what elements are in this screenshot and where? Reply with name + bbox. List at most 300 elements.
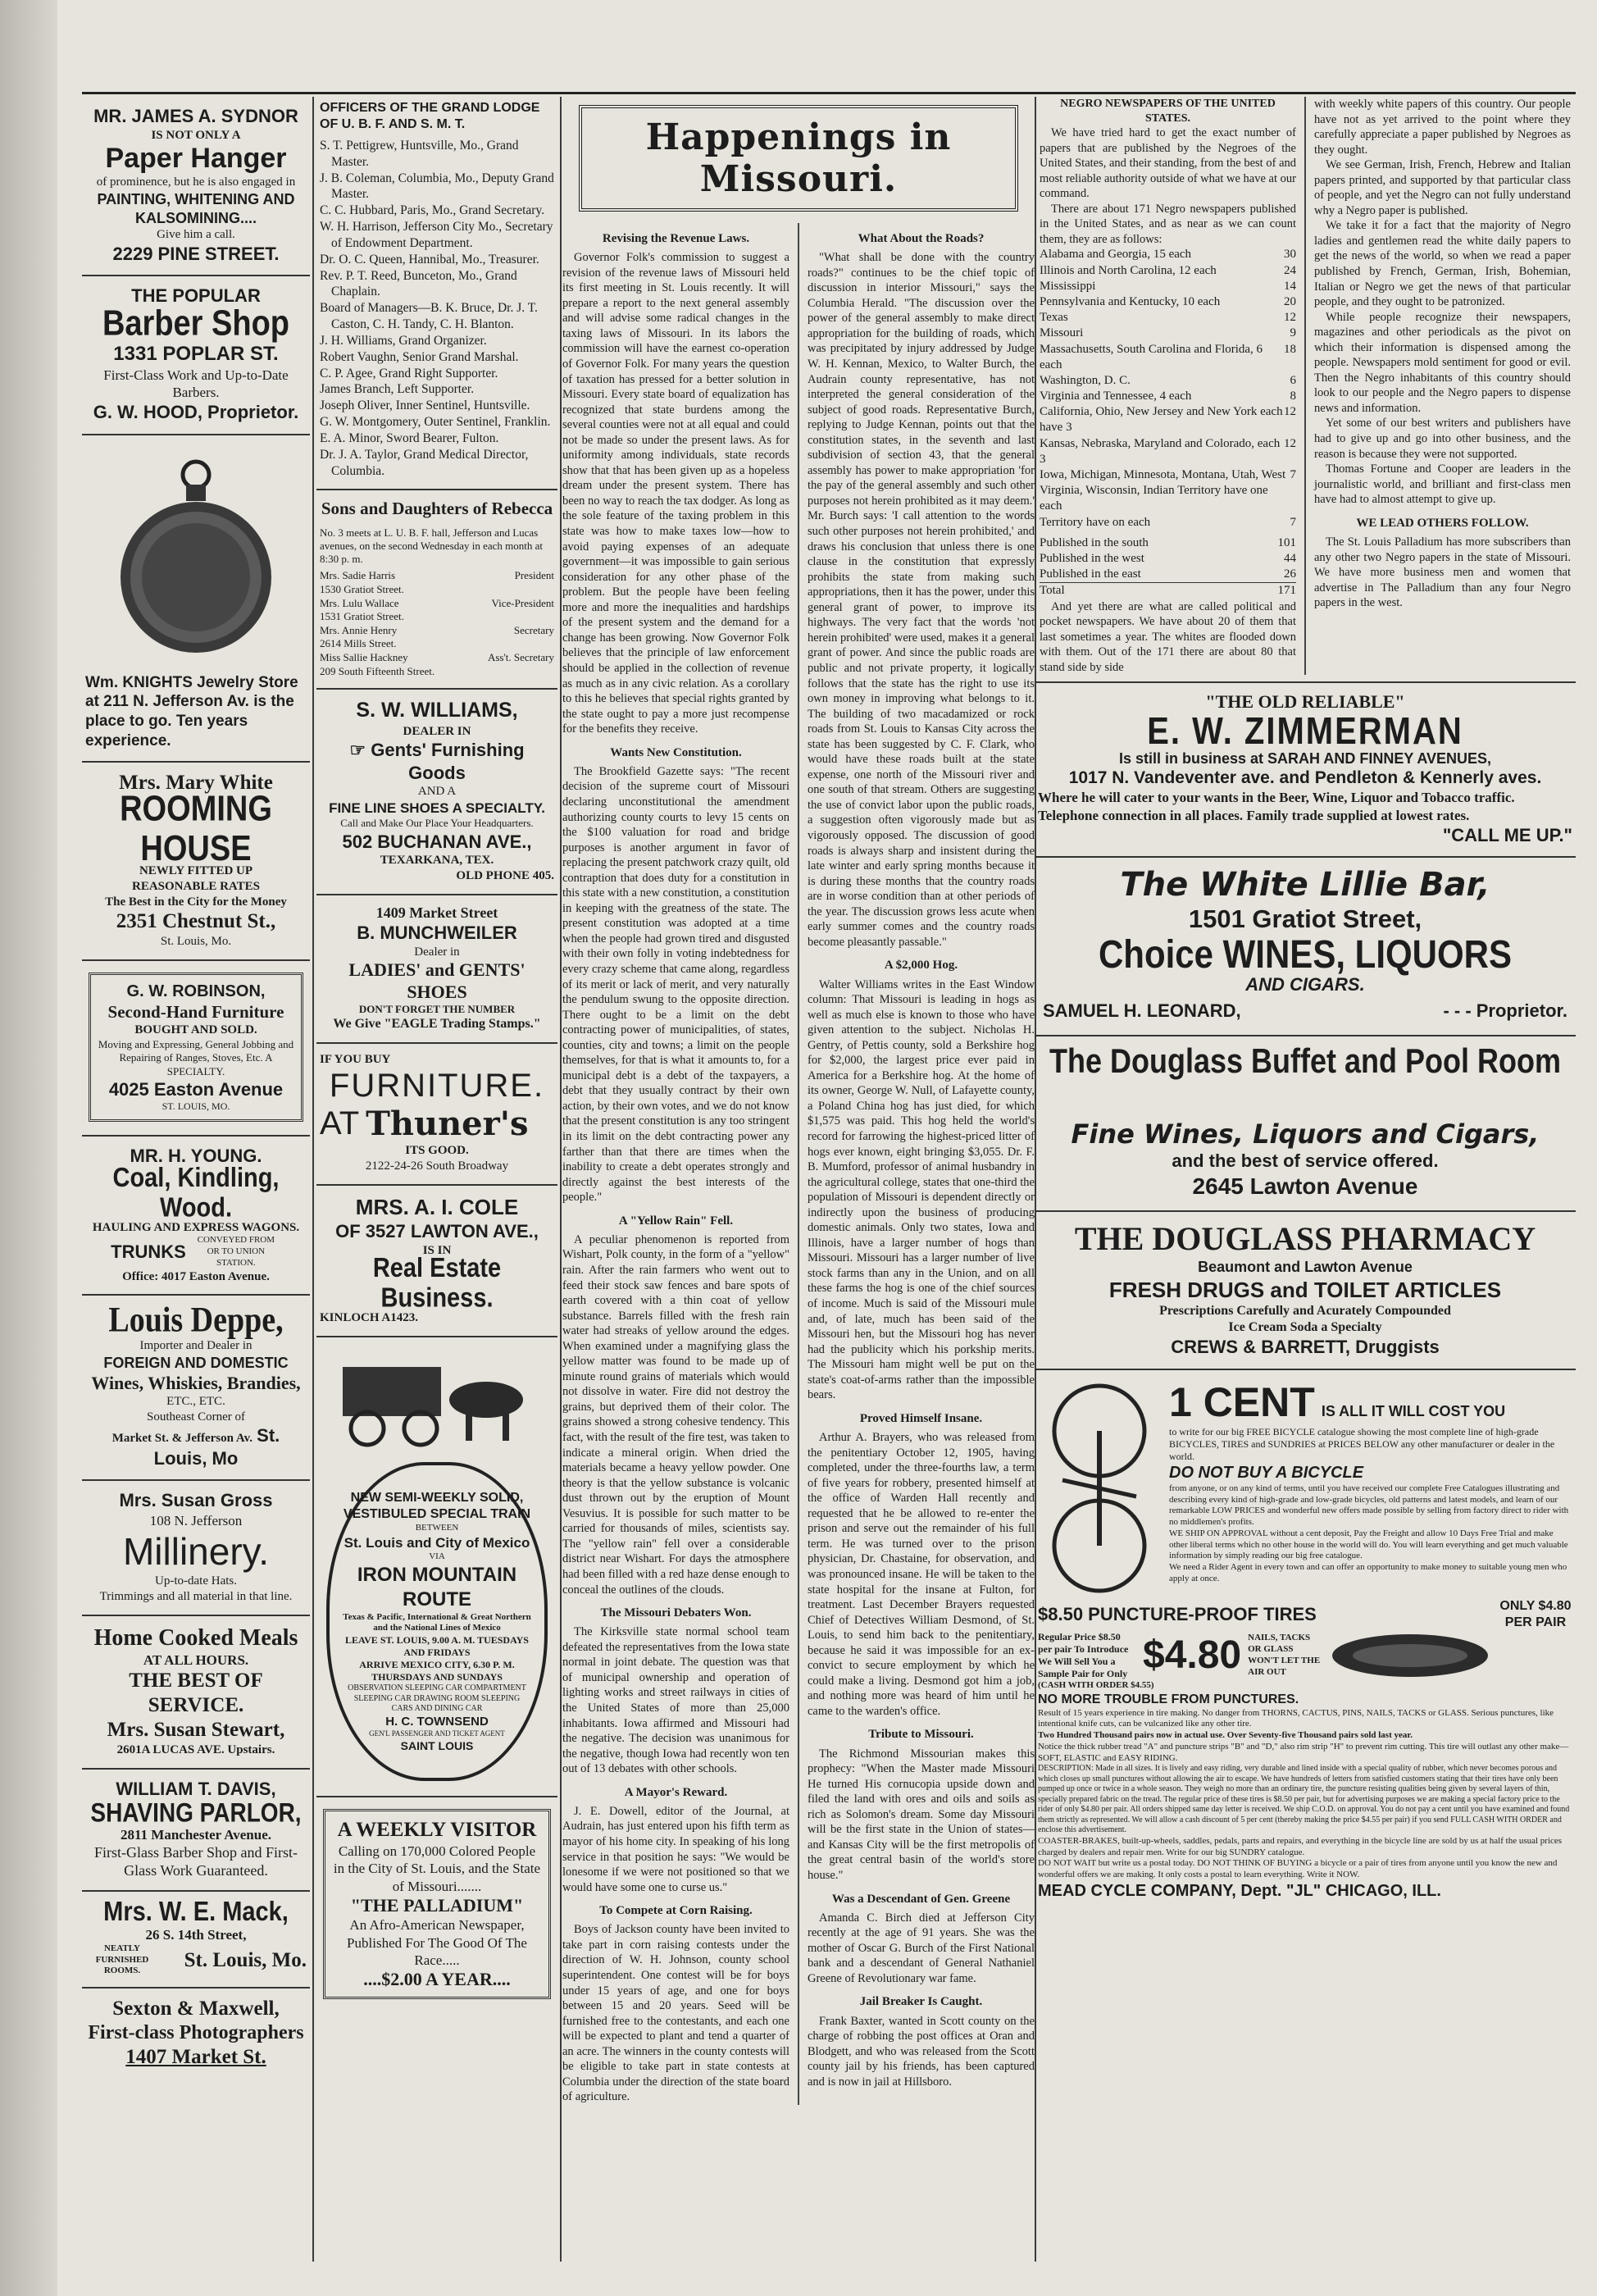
article-text: Walter Williams writes in the East Window column: That Missouri is leading in hogs as well as much else is known to those who have given attention to the subject. Nicholas H. Gentry, of Pettis county, sold a Berkshire hog for $2,000, the largest price ever paid in America for a Berkshire hog. At the home of its owner, George W. Null, of Lafayette county, a Poland China hog has just died, for which $1,575 was paid. This hog held the world's record for farrowing the highest-priced litter of hogs ever known, eight bringing $3,055. Dr. F. B. Mumford, professor of animal husbandry in the agricultural college, states that one-third the population of Missouri is dependent directly or indirectly upon the business of producing domestic animals. Only two states, Iowa and Illinois, have a larger number of hogs than Missouri. Missouri has a larger number of live stock farms than any in the Union, and on all these farms the hog is one of the chief sources of income. Much is said of the Missouri mule and, of late, much has been said of the Missouri hen, but the Missouri hog has never had the publicity which his porkship merits. The Missouri ham might well be put on the state's coat-of-arms rather than the impossible bears.	[808, 977, 1035, 1402]
officer-row	[320, 651, 554, 665]
ad-heading: Sexton & Maxwell,	[112, 1998, 280, 2020]
article-text: "What shall be done with the country roads?" continues to be the chief topic of discussion in interior Missouri," says the Columbia Herald. "The discussion over the power of the general assembly to make direct appropriation for the building of roads, which was precipitated by injury addressed by Judge W. H. Kennan, Mexico, to Walter Burch, the Audrain county representative, has not interpreted the general consideration of the subject of good roads. Representative Burch, replying to Judge Kennan, points out that the constitution states, in the seventh and last subdivision of section 43, that the general assembly has power to make appropriation 'for the pay of the general assembly and such other purposes not herein prohibited as it may deem.' Mr. Burch says: 'I call attention to the words such other purposes not herein prohibited,' and draws his conclusion that unless there is one clause in the constitution that expressly prohibits the state from making such appropriations, then it has the power, under this general grant of power, to improve its highways. The very fact that the words 'not herein prohibited' were used, makes it a general grant of power. And since the public roads are public and not private property, it logically follows that the state has the right to use its own money in improving what belongs to it. The building of two macadamized or rock roads from St. Louis to Kansas City across the state has been suggested by C. F. Clark, who would have these roads built at the state expense, one north of the Missouri river and one south of that stream. Others are suggesting the use of convict labor upon the public roads, a suggestion often vigorously made but as vigorously opposed. The discussion of good roads is always sharp and insistent during the late winter and early spring months because it is during these months that the country roads are in worse condition than at other periods of the year. The discussion grows less acute when early summer comes and the country roads become pleasantly passable."	[808, 251, 1035, 949]
hand-pointer-icon: ☞	[349, 740, 371, 761]
ad-address: 108 N. Jefferson	[149, 1512, 243, 1528]
ad-address: 2645 Lawton Avenue	[1192, 1173, 1418, 1200]
table-row	[1040, 263, 1296, 279]
ad-text: DEALER IN	[403, 724, 471, 738]
ad-title: Mrs. W. E. Mack,	[103, 1897, 289, 1928]
article-text: Governor Folk's commission to suggest a revision of the revenue laws of Missouri held its first meeting in St. Louis recently. It will prepare a report to the next general assembly and will advise some radical changes in the taxing laws of Missouri. In its labors the commission will have the earnest co-operation of Governor Folk. For many years the question of taxation has pressed for a better solution in Missouri. Every state board of equalization has recognized that state burdens among the several counties were not at all equal and could not be made so under the present laws. As for uniformity among individuals, state records show that that has been given up as a hopeless dream under the present system. There has been no way to reach the tax dodger. As long as the sole feature of the taxing problem in this state was how to make taxes low—how to avoid paying expenses of an adequate government—it was impossible to gain serious consideration for any other phase of the problem. But the people have been feeling more and more the inequalities and hardships of the present system and the demand for a change has been growing. Now Governor Folk believes that the principle of law enforcement should be applied in the collection of revenue as much as in any civic relation. As a corollary to this he believes that special rights granted by the state ought to pay a more just recompense for the benefits they receive.	[562, 251, 789, 736]
ad-text: H. C. TOWNSEND	[385, 1714, 489, 1729]
article-heading: Was a Descendant of Gen. Greene	[831, 1892, 1011, 1906]
ad-price: ONLY $4.80 PER PAIR	[1499, 1598, 1572, 1629]
table-row	[1040, 310, 1296, 326]
officer-name: Mrs. Annie Henry	[320, 623, 398, 636]
officer-row	[320, 637, 554, 651]
ad-text: VIA	[429, 1551, 445, 1561]
table-row	[1040, 294, 1296, 310]
ad-text: NEWLY FITTED UP	[139, 864, 253, 878]
top-rule	[82, 92, 1576, 94]
ad-address: 502 BUCHANAN AVE.,	[342, 831, 532, 852]
article-text: There are about 171 Negro newspapers published in the United States, and as near as we can count them, they are as follows:	[1040, 202, 1296, 246]
ad-text: ARRIVE MEXICO CITY, 6.30 P. M. THURSDAYS AND SUNDAYS	[359, 1659, 515, 1683]
sydnor-ad	[82, 97, 310, 276]
page-edge	[0, 0, 57, 2296]
ad-text: BETWEEN	[415, 1522, 459, 1533]
table-label: Alabama and Georgia, 15 each	[1040, 248, 1192, 262]
table-label: Texas	[1040, 311, 1068, 325]
ad-text: TRUNKS	[111, 1241, 186, 1263]
officer-name: 1531 Gratiot Street.	[320, 610, 404, 623]
tire-icon	[1328, 1631, 1492, 1680]
ad-text: Choice WINES, LIQUORS	[1098, 932, 1513, 977]
table-label: Iowa, Michigan, Minnesota, Montana, Utah, West Virginia, Wisconsin, Indian Territory have one each	[1040, 468, 1286, 513]
ad-text: FOREIGN AND DOMESTIC	[103, 1355, 289, 1371]
article-heading: Tribute to Missouri.	[868, 1728, 974, 1742]
officer-title: President	[514, 569, 554, 582]
table-label: Kansas, Nebraska, Maryland and Colorado, each 3	[1040, 436, 1281, 466]
deppe-wines-ad	[82, 1296, 310, 1481]
ad-text: DON'T FORGET THE NUMBER	[358, 1003, 516, 1016]
officer-name: Mrs. Lulu Wallace	[320, 596, 399, 609]
ad-text: Moving and Expressing, General Jobbing and Repairing of Ranges, Stoves, Etc. A SPECIALTY.	[98, 1038, 294, 1077]
ad-text: IS IN	[422, 1243, 452, 1257]
table-row	[1040, 535, 1296, 551]
ad-heading: Mrs. Mary White	[119, 771, 273, 794]
table-row	[1040, 247, 1296, 262]
ad-text: St. Louis, Mo.	[160, 935, 232, 949]
rooming-house-ad	[82, 763, 310, 962]
table-value: 7	[1290, 515, 1296, 529]
officer-name: 2614 Mills Street.	[320, 637, 397, 650]
ad-text: WE SHIP ON APPROVAL without a cent deposit, Pay the Freight and allow 10 Days Free Trial and make other liberal terms which no other house in the world will do. You will learn everything and get much valuable information by simply reading our big free catalogue.	[1169, 1528, 1568, 1561]
ad-text: Fine Wines, Liquors and Cigars,	[1071, 1118, 1540, 1150]
ad-address: 1501 Gratiot Street,	[1188, 904, 1422, 934]
officer-entry: C. C. Hubbard, Paris, Mo., Grand Secretary.	[320, 203, 545, 218]
newspaper-count-table	[1040, 247, 1296, 530]
ad-heading: "THE OLD RELIABLE"	[1205, 691, 1405, 713]
ad-text: BOUGHT AND SOLD.	[134, 1023, 257, 1037]
ad-text: SAINT LOUIS	[400, 1738, 474, 1752]
table-label: Mississippi	[1040, 279, 1096, 293]
ad-heading: $8.50 PUNCTURE-PROOF TIRES	[1038, 1604, 1317, 1625]
article-heading: Wants New Constitution.	[610, 745, 742, 759]
table-value: 44	[1284, 551, 1296, 565]
officer-entry: Board of Managers—B. K. Bruce, Dr. J. T. Caston, C. H. Tandy, C. H. Blanton.	[320, 301, 538, 332]
officer-row	[320, 597, 554, 611]
ad-text: We Give "EAGLE Trading Stamps."	[333, 1017, 541, 1032]
ad-heading: DO NOT BUY A BICYCLE	[1169, 1463, 1364, 1482]
ad-heading: S. W. WILLIAMS,	[356, 699, 518, 722]
knights-jewelry-ad	[82, 435, 310, 763]
ad-text: ST. LOUIS, MO.	[162, 1100, 230, 1113]
officer-name: Miss Sallie Hackney	[320, 651, 408, 664]
article-text: with weekly white papers of this country. Our people have not as yet arrived to the point where they carefully appreciate a paper published by Negroes as they ought.	[1314, 98, 1571, 157]
ad-phone: KINLOCH A1423.	[320, 1311, 419, 1325]
table-label: California, Ohio, New Jersey and New York each have 3	[1040, 405, 1283, 435]
ad-address: 2811 Manchester Avenue.	[121, 1826, 271, 1843]
ad-title: Real Estate Business.	[372, 1253, 502, 1314]
article-text: We have tried hard to get the exact number of papers that are published by the Negroes of the United States, and their standing, from the best of and most reliable authority outside of what we have at our command.	[1040, 126, 1296, 201]
ad-title: Millinery.	[122, 1530, 270, 1574]
article-heading: WE LEAD OTHERS FOLLOW.	[1356, 516, 1529, 530]
ad-text: Southeast Corner of	[147, 1410, 245, 1424]
bicycle-icon	[1038, 1382, 1161, 1595]
column-rule	[798, 223, 799, 2105]
article-heading: Jail Breaker Is Caught.	[859, 1995, 983, 2009]
ad-heading: G. W. ROBINSON,	[126, 982, 266, 1001]
ad-text: NAILS, TACKS OR GLASS WON'T LET THE AIR OUT	[1248, 1633, 1321, 1677]
table-total-row	[1040, 582, 1296, 599]
rebecca-lodge	[316, 490, 557, 690]
white-lillie-bar-ad	[1035, 858, 1576, 1036]
ad-text: GEN'L PASSENGER AND TICKET AGENT	[369, 1729, 505, 1738]
douglass-buffet-ad	[1035, 1036, 1576, 1212]
column-editorial-and-ads	[1035, 97, 1576, 2262]
ad-text: COASTER-BRAKES, built-up-wheels, saddles, pedals, parts and repairs, and everything in the bicycle line are sold by us at half the usual prices charged by dealers and repair men. Write for our big SUNDRY catalogue.	[1038, 1835, 1563, 1857]
ad-address: 1017 N. Vandeventer ave. and Pendleton & Kennerly aves.	[1068, 768, 1542, 788]
section-heading: OFFICERS OF THE GRAND LODGE OF U. B. F. AND S. M. T.	[320, 101, 540, 131]
ad-title: SHAVING PARLOR,	[90, 1797, 302, 1827]
officer-entry: S. T. Pettigrew, Huntsville, Mo., Grand Master.	[320, 139, 519, 169]
article-text: Frank Baxter, wanted in Scott county on the charge of robbing the post offices at Oran and Blodgett, and who was released from the Scott county jail by his friends, has been captured and is now in jail at Hillsboro.	[808, 2014, 1035, 2089]
ad-text: First-Glass Barber Shop and First-Glass Work Guaranteed.	[94, 1843, 298, 1879]
article-heading: A "Yellow Rain" Fell.	[618, 1214, 734, 1228]
ad-text: DESCRIPTION: Made in all sizes. It is lively and easy riding, very durable and lined inside with a special quality of rubber, which never becomes porous and which closes up small punctures without allowing the air to escape. We have hundreds of letters from satisfied customers stating that their tires have only been pumped up once or twice in a whole season. They weigh no more than an ordinary tire, the puncture resisting qualities being given by several layers of thin, specially prepared fabric on the tread. The regular price of these tires is $8.50 per pair, but for advertising purposes we are making a special factory price to the rider of only $4.80 per pair. All orders shipped same day letter is received. We ship C.O.D. on approval. You do not pay a cent until you have examined and found them strictly as represented. We will allow a cash discount of 5 per cent (thereby making the price $4.55 per pair) if you send FULL CASH WITH ORDER and enclose this advertisement.	[1038, 1764, 1570, 1835]
officer-name: 1530 Gratiot Street.	[320, 582, 404, 595]
table-label: Published in the west	[1040, 551, 1144, 565]
ad-text: Calling on 170,000 Colored People in the City of St. Louis, and the State of Missouri.......	[333, 1843, 541, 1894]
ad-title	[320, 739, 554, 784]
ad-text: Wm. KNIGHTS Jewelry Store at 211 N. Jefferson Av. is the place to go. Ten years experience.	[85, 673, 298, 749]
table-label: Published in the south	[1040, 535, 1149, 549]
douglass-pharmacy-ad	[1035, 1212, 1576, 1370]
table-value: 20	[1284, 294, 1296, 308]
ad-address: 1409 Market Street	[375, 904, 498, 921]
mack-rooms-ad	[82, 1892, 310, 1988]
article-text: Yet some of our best writers and publishers have had to give up and go into other business, and the reason is because they were not supported.	[1314, 417, 1571, 461]
ad-text: and the best of service offered.	[1172, 1150, 1439, 1171]
ad-title: Louis Deppe,	[108, 1301, 284, 1341]
ad-proprietor: G. W. HOOD, Proprietor.	[93, 402, 299, 423]
table-label: Virginia and Tennessee, 4 each	[1040, 390, 1192, 403]
officer-title: Vice-President	[491, 596, 554, 609]
table-row	[1040, 389, 1296, 404]
ad-address: OF 3527 LAWTON AVE.,	[335, 1221, 539, 1242]
ad-address: 4025 Easton Avenue	[108, 1078, 284, 1100]
article-text: We see German, Irish, French, Hebrew and Italian papers printed, and supported by that particular class of people, and yet the Negro can not fully understand why a Negro paper is published.	[1314, 158, 1571, 217]
iron-mountain-route-ad	[316, 1337, 557, 1797]
officer-entry: G. W. Montgomery, Outer Sentinel, Franklin.	[320, 415, 551, 430]
ad-text: AND A	[417, 785, 457, 799]
column-advertisements-2	[316, 97, 557, 2262]
ad-text: ETC., ETC.	[166, 1394, 225, 1408]
article-text: Boys of Jackson county have been invited to take part in corn raising contests under the direction of W. H. Johnson, county school superintendent. One contest will be for boys under 15 years of age, and one for boys between 15 and 20 years. Seed will be furnished free to the contestants, and each one will be expected to plant and tend a quarter of an acre. The winners in the county contests will be eligible to take part in state contests at Columbia under the direction of the state board of agriculture.	[562, 1923, 789, 2104]
article-text: The Kirksville state normal school team defeated the representatives from the Iowa state normal in joint debate. The question was that of municipal ownership and operation of lighting works and street railways in cities of the United States of more than 25,000 inhabitants. Iowa affirmed and Missouri had the negative. The decision was unanimous for the negative, though Iowa had recently won ten out of 13 debates with other schools.	[562, 1625, 789, 1776]
article-text: Arthur A. Brayers, who was released from the penitentiary October 12, 1905, having completed, under the three-fourths law, a term of five years for robbery, presented himself at the office of Warden Hall recently and requested that he be allowed to re-enter the prison and serve out the remainder of his full term. He was turned over to the prison physician, Dr. Chastaine, for observation, and was pronounced insane. He will be taken to the state hospital for the insane at Fulton, for treatment. Last December Brayers requested Chief of Detectives William Desmond, of St. Louis, to send him back to the penitentiary, because he said it was impossible for an ex-convict to secure employment by which he could make a living. Desmond got him a job, and nothing more was heard of him until he came to the warden's office.	[808, 1431, 1035, 1718]
ad-text: DO NOT WAIT but write us a postal today. DO NOT THINK OF BUYING a bicycle or a pair of tires from anyone until you know the new and wonderful offers we are making. It only costs a postal to learn everything. Write it NOW.	[1038, 1858, 1558, 1880]
ad-text: THE BEST OF SERVICE.	[129, 1670, 263, 1717]
article-text: J. E. Dowell, editor of the Journal, at Audrain, has just entered upon his fifth term as mayor of his home city. In speaking of his long service in that position he says: "We would be lonesome if we were not positioned so that we would have some one to curse us."	[562, 1804, 789, 1894]
ad-title: "THE PALLADIUM"	[350, 1894, 524, 1916]
article-text: And yet there are what are called political and pocket newspapers. We have about 20 of them that last sometimes a year. The whites are flooded down with them. Out of the 171 there are about 80 that stand side by side	[1040, 599, 1296, 674]
table-value: 30	[1284, 248, 1296, 262]
ad-text: REASONABLE RATES	[131, 879, 260, 893]
officer-entry: J. H. Williams, Grand Organizer.	[320, 333, 487, 348]
ad-address: Is still in business at SARAH AND FINNEY AVENUES,	[1118, 749, 1492, 767]
table-row	[1040, 342, 1296, 373]
table-value: 101	[1277, 535, 1296, 549]
ad-text: NEATLY FURNISHED ROOMS.	[95, 1943, 149, 1976]
table-value: 9	[1290, 326, 1296, 340]
ad-heading: IS ALL IT WILL COST YOU	[1321, 1402, 1506, 1419]
gross-millinery-ad	[82, 1481, 310, 1615]
table-label: Territory have on each	[1040, 515, 1151, 529]
ad-text: FRESH DRUGS and TOILET ARTICLES	[1108, 1277, 1502, 1302]
ad-text: NEW SEMI-WEEKLY SOLID, VESTIBULED SPECIAL TRAIN	[343, 1490, 531, 1521]
table-label: Massachusetts, South Carolina and Florida, 6 each	[1040, 342, 1263, 371]
officer-entry: Robert Vaughn, Senior Grand Marshal.	[320, 349, 519, 364]
ad-heading: Mrs. Susan Gross	[119, 1490, 273, 1511]
table-value: 6	[1290, 373, 1296, 387]
officer-entry: Rev. P. T. Reed, Bunceton, Mo., Grand Chaplain.	[320, 268, 517, 299]
table-label: Published in the east	[1040, 567, 1141, 581]
officer-entry: E. A. Minor, Sword Bearer, Fulton.	[320, 430, 499, 445]
ad-text: An Afro-American Newspaper, Published For The Good Of The Race.....	[347, 1917, 527, 1968]
article-text: While people recognize their newspapers, magazines and other periodicals as the pivot on which their information is dispensed among the people. Newspapers mold sentiment for good or evil. Then the Negro inhabitants of this country should look to our people and the Negro papers to dispense news and information.	[1314, 310, 1571, 415]
officer-list	[320, 569, 554, 678]
ad-phone: OLD PHONE 405.	[456, 868, 554, 882]
ad-text: PAINTING, WHITENING AND KALSOMINING....	[97, 191, 295, 226]
ad-logo: Thuner's	[366, 1105, 529, 1144]
ad-text: Trimmings and all material in that line.	[99, 1589, 293, 1603]
ad-heading: WILLIAM T. DAVIS,	[116, 1779, 276, 1800]
table-value: 12	[1284, 436, 1296, 450]
officer-row	[320, 569, 554, 583]
ad-heading: MRS. A. I. COLE	[355, 1194, 519, 1219]
ad-text: Mrs. Susan Stewart,	[107, 1719, 285, 1742]
route-oval	[326, 1462, 548, 1781]
officer-name: Mrs. Sadie Harris	[320, 569, 396, 582]
ad-text: Dealer in	[414, 945, 460, 959]
officer-name: 209 South Fifteenth Street.	[320, 664, 435, 677]
ad-title: Barber Shop	[102, 303, 290, 344]
stagecoach-icon	[334, 1351, 539, 1449]
table-row	[1040, 515, 1296, 531]
ad-address: St. Louis, Mo	[153, 1425, 280, 1469]
ad-text: ITS GOOD.	[405, 1144, 469, 1158]
table-value: 24	[1284, 263, 1296, 277]
officer-entry: C. P. Agee, Grand Right Supporter.	[320, 366, 498, 380]
officer-entry: J. B. Coleman, Columbia, Mo., Deputy Grand Master.	[320, 171, 554, 202]
ad-text: OBSERVATION SLEEPING CAR COMPARTMENT SLEEPING CAR DRAWING ROOM SLEEPING CARS AND DINING CAR	[348, 1683, 526, 1714]
ad-text: The Best in the City for the Money	[105, 895, 287, 909]
barber-shop-ad	[82, 276, 310, 435]
officer-row	[320, 583, 554, 597]
table-label: Illinois and North Carolina, 12 each	[1040, 263, 1217, 277]
young-coal-ad	[82, 1137, 310, 1296]
negro-newspapers-article	[1040, 97, 1296, 675]
officer-entry: Joseph Oliver, Inner Sentinel, Huntsville.	[320, 399, 530, 413]
ad-title: THE DOUGLASS PHARMACY	[1074, 1220, 1536, 1258]
ad-text: Regular Price $8.50 per pair To Introduce We Will Sell You a Sample Pair for Only	[1038, 1630, 1129, 1679]
ad-proprietor: CREWS & BARRETT, Druggists	[1171, 1337, 1440, 1358]
table-value: 171	[1277, 584, 1296, 598]
table-value: 8	[1290, 390, 1296, 403]
officer-title: Ass't. Secretary	[487, 651, 554, 664]
ad-text: FINE LINE SHOES A SPECIALTY.	[329, 800, 545, 817]
mead-cycle-ad	[1035, 1370, 1576, 1911]
ad-address: Beaumont and Lawton Avenue	[1198, 1259, 1413, 1276]
ad-address: 2351 Chestnut St.,	[116, 910, 276, 933]
ad-text: CONVEYED FROM OR TO UNION STATION.	[197, 1235, 275, 1268]
ad-text: HAULING AND EXPRESS WAGONS.	[92, 1220, 300, 1234]
ad-heading: A WEEKLY VISITOR	[337, 1819, 537, 1842]
officer-entry: James Branch, Left Supporter.	[320, 382, 475, 397]
ad-text: First-Class Work and Up-to-Date Barbers.	[103, 367, 289, 400]
ad-text: Notice the thick rubber tread "A" and puncture strips "B" and "D," also rim strip "H" to prevent rim cutting. This tire will outlast any other make—SOFT, ELASTIC and EASY RIDING.	[1038, 1741, 1569, 1763]
article-heading: A Mayor's Reward.	[624, 1785, 728, 1799]
article-text: The St. Louis Palladium has more subscribers than any other two Negro papers in the state of Missouri. We have more business men and women that advertise in The Palladium than any four Negro papers in the west.	[1314, 535, 1571, 610]
officer-row	[320, 665, 554, 679]
ad-text: (CASH WITH ORDER $4.55)	[1038, 1679, 1154, 1690]
ad-title: First-class Photographers	[88, 2022, 304, 2044]
ad-title: The White Lillie Bar,	[1120, 866, 1490, 904]
ad-text: Texas & Pacific, International & Great Northern and the National Lines of Mexico	[343, 1611, 531, 1633]
officer-entry: Dr. J. A. Taylor, Grand Medical Director, Columbia.	[320, 447, 529, 478]
ad-price: $4.80	[1143, 1633, 1242, 1678]
article-text: Thomas Fortune and Cooper are leaders in the journalistic world, and brilliant and first-class men have had to almost attempt to give up.	[1314, 462, 1571, 507]
ad-address: 1331 POPLAR ST.	[113, 342, 279, 365]
article-heading: A $2,000 Hog.	[884, 959, 958, 973]
news-column-right	[808, 223, 1035, 2105]
sexton-photographers-ad	[82, 1988, 310, 2080]
article-heading: The Missouri Debaters Won.	[600, 1606, 752, 1620]
officer-list	[320, 138, 554, 479]
ad-address: 1407 Market St.	[125, 2045, 266, 2068]
ad-title: Second-Hand Furniture	[107, 1002, 284, 1023]
officer-title: Secretary	[513, 623, 554, 636]
column-rule	[1304, 97, 1306, 675]
ad-text: Importer and Dealer in	[139, 1339, 253, 1353]
table-row	[1040, 404, 1296, 435]
ad-text: Up-to-date Hats.	[155, 1574, 237, 1588]
negro-newspapers-article-continued	[1314, 97, 1571, 675]
ad-text: Give him a call.	[157, 228, 235, 242]
ad-address: TEXARKANA, TEX.	[380, 854, 494, 868]
officer-entry: Dr. O. C. Queen, Hannibal, Mo., Treasurer.	[320, 252, 539, 266]
ad-text: St. Louis and City of Mexico	[344, 1534, 530, 1551]
article-text: We take it for a fact that the majority of Negro ladies and gentlemen read the white daily papers to get the news of the world, so when we read a paper published by French, German, Irish, Bohemian, Italian or Negro we get the news of that particular people, and they ought to be patronized.	[1314, 219, 1571, 309]
williams-gents-goods-ad	[316, 690, 557, 895]
table-value: 12	[1284, 311, 1296, 325]
ad-text: Result of 15 years experience in tire making. No danger from THORNS, CACTUS, PINS, NAILS, TACKS or GLASS. Serious punctures, like intentional knife cuts, can be vulcanized like any other tire.	[1038, 1707, 1554, 1729]
ad-address: St. Louis, Mo.	[184, 1948, 307, 1971]
ad-proprietor: SAMUEL H. LEONARD,	[1043, 1000, 1241, 1021]
pocket-watch-icon	[114, 450, 278, 663]
ad-address: 26 S. 14th Street,	[145, 1926, 247, 1943]
section-masthead: Happenings in Missouri.	[579, 105, 1018, 212]
ad-text: of prominence, but he is also engaged in	[96, 175, 296, 189]
ad-text: Where he will cater to your wants in the Beer, Wine, Liquor and Tobacco traffic. Telephone connection in all places. Family trade supplied at lowest rates.	[1038, 790, 1515, 823]
munchweiler-shoes-ad	[316, 895, 557, 1045]
grand-lodge-officers	[316, 97, 557, 490]
column-news	[562, 97, 1035, 2262]
ad-heading: MR. JAMES A. SYDNOR	[93, 106, 298, 126]
table-label: Washington, D. C.	[1040, 373, 1131, 387]
ad-address: 2122-24-26 South Broadway	[365, 1159, 509, 1173]
ad-title-text: Gents' Furnishing Goods	[371, 740, 525, 783]
article-text: The Brookfield Gazette says: "The recent decision of the supreme court of Missouri declaring unconstitutional the amendment authorizing county courts to levy 15 cents on the $100 valuation for road and bridge purposes is another argument in favor of replacing the present patchwork crazy quilt, old contraption that does duty for a constitution in this state with a new constitution, a constitution in keeping with the greatness of the state. The present constitution was adopted at a time when the people had grown tired and disgusted with their own folly in voting indebtedness for every crazy scheme that came along, regardless of its merit or lack of merit, and very naturally the pendulum swung to the opposite direction. There ought to be a limit on the debt contracting power of municipalities, of states, counties, city and towns; a limit on the people themselves, for that is what it amounts to, for a municipal debt is a debt of the taxpayers, a debt that they usually contract by their own action, by their own votes, and we do not know that the present constitution is any too stringent in its limit on the debt contracting power any farther than that there are times when the inability to create a debt operates strongly and directly against the best interests of the people."	[562, 764, 789, 1205]
ad-title: ROOMING HOUSE	[120, 789, 272, 868]
article-heading: What About the Roads?	[858, 232, 985, 245]
ad-text: LEAVE ST. LOUIS, 9.00 A. M. TUESDAYS AND FRIDAYS	[345, 1634, 529, 1659]
table-row	[1040, 326, 1296, 341]
table-value: 14	[1284, 279, 1296, 293]
ad-text: Two Hundred Thousand pairs now in actual use. Over Seventy-five Thousand pairs sold last year.	[1038, 1730, 1413, 1741]
article-text: A peculiar phenomenon is reported from Wishart, Polk county, in the form of a "yellow" rain. After the rain farmers who went out to feed their stock saw fences and bare spots of earth covered with a thin coat of yellow substance. Barrels filled with the fresh rain water had streaks of yellow around the edges. When examined under a magnifying glass the yellow matter was found to be made up of minute round grains of materials which would not dissolve in water. Fire did not destroy the grains, but deprived them of their color. The grains showed a strong cohesive tendency. This fact, with the result of the fire test, was taken to indicate a mineral origin. When dried the materials became a heavy yellow powder. One theory is that the yellow substance is volcanic dust thrown out by the eruption of Mount Vesuvius. It is possible for such matter to be carried for thousands of miles, scientists say. The "yellow rain" fell over a considerable district near Wishart. For days the atmosphere had been filled with a red haze dense enough to conceal the outlines of the clouds.	[562, 1232, 789, 1597]
table-row	[1040, 467, 1296, 515]
table-label: Missouri	[1040, 326, 1084, 340]
ad-heading: MR. H. YOUNG.	[130, 1146, 262, 1167]
table-row	[1040, 551, 1296, 567]
table-row	[1040, 567, 1296, 582]
article-heading: Proved Himself Insane.	[859, 1411, 983, 1425]
ad-text: IS NOT ONLY A	[151, 128, 241, 142]
column-rule	[312, 97, 314, 2262]
ad-text: IF YOU BUY	[320, 1053, 391, 1067]
article-text: Amanda C. Birch died at Jefferson City recently at the age of 91 years. She was the mother of Oscar G. Burch of the First National bank and a descendant of General Nathaniel Greene of Revolutionary war fame.	[808, 1911, 1035, 1985]
ad-heading: THE POPULAR	[131, 285, 261, 307]
ad-address: Office: 4017 Easton Avenue.	[122, 1269, 270, 1283]
palladium-ad	[316, 1797, 557, 2012]
table-label: Total	[1040, 584, 1065, 598]
table-value: 18	[1284, 342, 1296, 356]
news-column-left	[562, 223, 789, 2105]
article-heading: NEGRO NEWSPAPERS OF THE UNITED STATES.	[1060, 98, 1276, 125]
officer-row	[320, 610, 554, 624]
article-heading: To Compete at Corn Raising.	[599, 1904, 753, 1918]
ad-text: Prescriptions Carefully and Acurately Compounded	[1159, 1304, 1451, 1319]
ad-heading: NO MORE TROUBLE FROM PUNCTURES.	[1038, 1692, 1299, 1706]
ad-address: 2229 PINE STREET.	[112, 243, 280, 264]
ad-slogan: "CALL ME UP."	[1442, 824, 1572, 845]
ad-text: AND CIGARS.	[1245, 974, 1365, 995]
ad-title: Coal, Kindling, Wood.	[112, 1162, 280, 1223]
ad-text: Ice Cream Soda a Specialty	[1228, 1320, 1382, 1335]
ad-title: FURNITURE.	[329, 1068, 545, 1105]
ad-proprietor: - - - Proprietor.	[1443, 1000, 1567, 1021]
davis-shaving-parlor-ad	[82, 1770, 310, 1892]
ad-text: We need a Rider Agent in every town and can offer an opportunity to make money to suitable young men who apply at once.	[1169, 1562, 1567, 1583]
thuner-furniture-ad	[316, 1044, 557, 1185]
home-cooked-meals-ad	[82, 1616, 310, 1770]
cole-real-estate-ad	[316, 1186, 557, 1337]
ad-price: ....$2.00 A YEAR....	[363, 1969, 511, 1990]
meeting-notice: No. 3 meets at L. U. B. F. hall, Jefferson and Lucas avenues, on the second Wednesday in each month at 8:30 p. m.	[320, 526, 543, 566]
ad-text: Call and Make Our Place Your Headquarters.	[340, 817, 534, 830]
ad-text: to write for our big FREE BICYCLE catalogue showing the most complete line of high-grade BICYCLES, TIRES and SUNDRIES at PRICES BELOW any other manufacturer or dealer in the world.	[1169, 1425, 1555, 1462]
ad-title: 1 CENT	[1169, 1378, 1315, 1425]
ad-text: AT ALL HOURS.	[143, 1652, 249, 1669]
ad-company: MEAD CYCLE COMPANY, Dept. "JL" CHICAGO, ILL.	[1038, 1881, 1441, 1900]
robinson-furniture-ad	[82, 961, 310, 1137]
section-heading: Sons and Daughters of Rebecca	[321, 499, 553, 519]
zimmerman-ad	[1035, 683, 1576, 858]
ad-title: E. W. ZIMMERMAN	[1147, 710, 1463, 752]
column-rule	[560, 97, 562, 2262]
ad-title: Home Cooked Meals	[93, 1624, 298, 1651]
